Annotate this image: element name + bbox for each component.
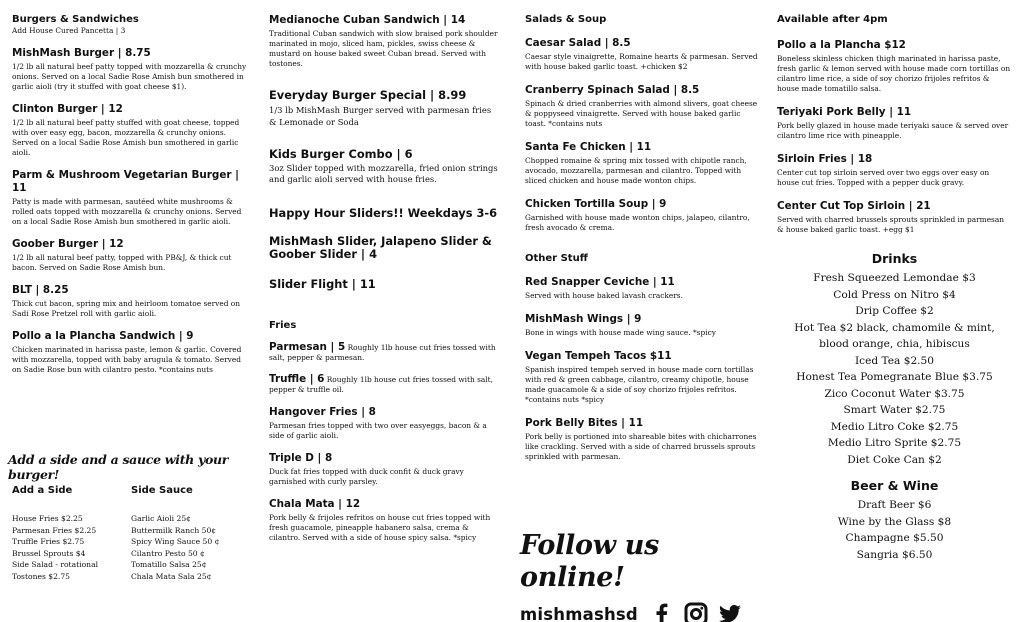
wine-item: Champagne $5.50 (845, 532, 944, 544)
side-item: House Fries $2.25 (12, 514, 83, 523)
drinks-title: Drinks (871, 251, 918, 266)
drink-item: Zico Coconut Water $3.75 (824, 387, 965, 400)
menu-item (525, 141, 761, 186)
item-desc: Parmesan fries topped with two over easyeggs, bacon & a side of garlic aioli. (269, 421, 487, 440)
drink-item: Medio Litro Coke $2.75 (830, 420, 959, 433)
social-links (520, 602, 760, 622)
item-desc: Chopped romaine & spring mix tossed with chipotle ranch, avocado, mozzarella, parmesan and cilantro. Topped with sliced chicken and house made wonton chips. (525, 156, 747, 185)
menu-item (525, 417, 761, 462)
side-item: Brussel Sprouts $4 (12, 548, 86, 558)
drink-item: Honest Tea Pomegranate Blue $3.75 (796, 371, 993, 383)
wine-item: Draft Beer $6 (857, 499, 932, 511)
section-title-burgers: Burgers & Sandwiches (12, 14, 139, 25)
menu-item (269, 89, 501, 128)
item-name: Clinton Burger | 12 (12, 102, 123, 115)
drink-item: Drip Coffee $2 (855, 305, 934, 317)
item-desc: Traditional Cuban sandwich with slow braised pork shoulder marinated in mojo, sliced ham, pickles, swiss cheese & mustard on house baked sweet Cuban bread. Served with tostones. (269, 29, 498, 68)
menu-item (12, 103, 250, 158)
twitter-icon[interactable] (718, 602, 742, 622)
item-name: Chicken Tortilla Soup | 9 (525, 198, 667, 210)
menu-item (269, 406, 501, 441)
item-desc: Thick cut bacon, spring mix and heirloom tomatoe served on Sadi Rose Pretzel roll with garlic aioli. (12, 298, 240, 318)
drink-item: Smart Water $2.75 (843, 404, 946, 416)
drink-item: blood orange, chia, hibiscus (819, 338, 970, 350)
item-desc: Spinach & dried cranberries with almond slivers, goat cheese & poppyseed vinaigrette. Served with house baked garlic toast. *contains nuts (525, 99, 758, 128)
beer-wine-title: Beer & Wine (850, 478, 939, 493)
menu-item (525, 84, 761, 129)
item-name: Center Cut Top Sirloin | 21 (777, 200, 931, 212)
drink-item: Diet Coke Can $2 (847, 453, 942, 466)
item-desc: Roughly 1lb house cut fries tossed with salt, pepper & truffle oil. (269, 375, 493, 394)
item-desc: Pork belly is portioned into shareable bites with chicharrones like crackling. Served with a side of charred brussels sprouts sprinkled with parmesan. (525, 432, 757, 461)
menu-item (777, 106, 1012, 141)
menu-item (269, 148, 501, 185)
drink-item: Cold Press on Nitro $4 (833, 288, 956, 301)
sauces-list (131, 485, 250, 583)
specials-column (269, 14, 501, 543)
item-name: Caesar Salad | 8.5 (525, 37, 631, 49)
side-item: Truffle Fries $2.75 (12, 537, 85, 547)
item-name: Pollo a la Plancha $12 (777, 39, 906, 51)
menu-item (12, 238, 250, 273)
menu-item (12, 169, 250, 227)
sides-and-sauces (12, 485, 250, 583)
sauce-item: Garlic Aioli 25¢ (131, 514, 191, 523)
item-desc: Served with house baked lavash crackers. (525, 291, 683, 300)
item-desc: Roughly 1lb house cut fries tossed with salt, pepper & parmesan. (269, 343, 496, 362)
menu-item (525, 276, 761, 301)
item-desc: Pork belly glazed in house made teriyaki sauce & served over cilantro lime rice with pineapple. (777, 121, 1009, 140)
item-name: Cranberry Spinach Salad | 8.5 (525, 84, 700, 96)
sauce-item: Cilantro Pesto 50 ¢ (131, 548, 205, 558)
sauce-item: Chala Mata Sala 25¢ (131, 571, 212, 581)
item-name: Triple D | 8 (269, 452, 333, 464)
section-title-fries: Fries (269, 320, 297, 331)
facebook-icon[interactable] (650, 602, 674, 622)
item-name: Vegan Tempeh Tacos $11 (525, 350, 672, 362)
menu-item (12, 330, 250, 375)
side-item: Tostones $2.75 (12, 571, 71, 581)
item-name: Truffle | 6 (269, 373, 325, 385)
menu-item (269, 452, 501, 487)
menu-item (269, 374, 501, 395)
item-desc: Garnished with house made wonton chips, jalapeo, cilantro, fresh avocado & crema. (525, 213, 750, 232)
section-note: Add House Cured Pancetta | 3 (12, 26, 126, 35)
menu-item (525, 198, 761, 233)
item-desc: Center cut top sirloin served over two eggs over easy on house cut fries. Topped with a pepper duck gravy. (777, 168, 990, 187)
item-name: Sirloin Fries | 18 (777, 153, 873, 165)
sauce-item: Buttermilk Ranch 50¢ (131, 525, 217, 535)
menu-item (525, 313, 761, 338)
wine-item: Wine by the Glass $8 (837, 515, 952, 528)
item-name: Hangover Fries | 8 (269, 406, 376, 418)
drinks-section (777, 251, 1012, 563)
wine-item: Sangria $6.50 (856, 548, 933, 561)
item-name: Medianoche Cuban Sandwich | 14 (269, 14, 466, 26)
item-desc: 1/2 lb all natural beef patty, topped with PB&J, & thick cut bacon. Served on Sadie Rose Amish bun. (12, 252, 232, 272)
item-desc: Duck fat fries topped with duck confit & duck gravy garnished with curly parsley. (269, 467, 464, 486)
menu-item (777, 39, 1012, 94)
item-name: MishMash Burger | 8.75 (12, 46, 151, 59)
sides-banner: Add a side and a sauce with your burger! (8, 452, 229, 482)
item-name: Everyday Burger Special | 8.99 (269, 88, 467, 102)
item-name: Kids Burger Combo | 6 (269, 147, 413, 161)
menu-item (777, 153, 1012, 188)
item-desc: Boneless skinless chicken thigh marinated in harissa paste, fresh garlic & lemon served with house made corn tortillas on cilantro lime rice, a side of soy chorizo frijoles refritos & house made tomatillo salsa. (777, 54, 1011, 93)
item-desc: Pork belly & frijoles refritos on house cut fries topped with fresh guacamole, pineapple habanero salsa, crema & cilantro. Served with a side of house spicy salsa. *spicy (269, 513, 491, 542)
side-item: Side Salad - rotational (12, 560, 99, 570)
item-desc: Served with charred brussels sprouts sprinkled in parmesan & house baked garlic toast. +egg $1 (777, 215, 1005, 234)
instagram-icon[interactable] (684, 602, 708, 622)
item-desc: Chicken marinated in harissa paste, lemon & garlic. Covered with mozzarella, topped with baby arugula & tomato. Served on Sadie Rose bun with cilantro pesto. *contains nuts (12, 344, 242, 374)
burgers-column (12, 14, 250, 375)
side-item: Parmesan Fries $2.25 (12, 525, 97, 535)
sauces-title: Side Sauce (131, 485, 193, 496)
drink-item: Hot Tea $2 black, chamomile & mint, (794, 321, 995, 334)
item-name: Chala Mata | 12 (269, 498, 361, 510)
item-desc: Bone in wings with house made wing sauce. *spicy (525, 328, 716, 337)
sauce-item: Spicy Wing Sauce 50 ¢ (131, 537, 220, 547)
after-4pm-column (777, 14, 1012, 563)
section-title-other: Other Stuff (525, 253, 588, 264)
follow-us-block (520, 530, 760, 622)
item-name: Teriyaki Pork Belly | 11 (777, 106, 912, 118)
drink-item: Iced Tea $2.50 (854, 354, 935, 367)
item-desc: Caesar style vinaigrette, Romaine hearts & parmesan. Served with house baked garlic toast. +chicken $2 (525, 52, 758, 71)
item-name: Red Snapper Ceviche | 11 (525, 276, 675, 288)
item-name: BLT | 8.25 (12, 283, 69, 296)
item-name: MishMash Wings | 9 (525, 313, 642, 325)
sliders-heading: MishMash Slider, Jalapeno Slider & Goober Slider | 4 (269, 234, 492, 261)
item-desc: 3oz Slider topped with mozzarella, fried onion strings and garlic aioli served with house fries. (269, 163, 498, 184)
menu-item (525, 37, 761, 72)
menu-item (12, 47, 250, 92)
item-desc: Patty is made with parmesan, sautéed white mushrooms & rolled oats topped with mozzarella & crunchy onions. Served on a local Sadie Rose Amish bun smothered in garlic aioli. (12, 196, 242, 226)
item-line (269, 342, 501, 363)
item-desc: Spanish inspired tempeh served in house made corn tortillas with red & green cabbage, cilantro, creamy chipotle, house made guacamole & a side of soy chorizo frijoles refritos. *contains nuts *spicy (525, 365, 754, 404)
social-handle[interactable]: mishmashsd (520, 604, 638, 622)
item-desc: 1/2 lb all natural beef patty topped with mozzarella & crunchy onions. Served on a local Sadie Rose Amish bun smothered in garlic aioli (try it stuffed with goat cheese $1). (12, 61, 247, 91)
menu-item (777, 200, 1012, 235)
item-name: Goober Burger | 12 (12, 237, 124, 250)
menu-item (269, 498, 501, 543)
item-name: Pork Belly Bites | 11 (525, 417, 644, 429)
item-desc: 1/3 lb MishMash Burger served with parmesan fries & Lemonade or Soda (269, 105, 492, 127)
slider-flight-heading: Slider Flight | 11 (269, 277, 376, 291)
item-name: Parmesan | 5 (269, 341, 346, 353)
item-name: Parm & Mushroom Vegetarian Burger | 11 (12, 168, 239, 194)
follow-us-heading: Follow us online! (520, 530, 659, 593)
menu-item (269, 14, 501, 69)
salads-column (525, 14, 761, 462)
drink-item: Fresh Squeezed Lemondae $3 (813, 272, 976, 284)
happy-hour-heading: Happy Hour Sliders!! Weekdays 3-6 (269, 206, 498, 220)
sauce-item: Tomatillo Salsa 25¢ (131, 560, 207, 570)
sides-title: Add a Side (12, 485, 73, 496)
menu-item (12, 284, 250, 319)
menu-item (269, 342, 501, 363)
menu-item (525, 350, 761, 405)
sides-list (12, 485, 131, 583)
item-line (269, 374, 501, 395)
item-name: Pollo a la Plancha Sandwich | 9 (12, 329, 194, 342)
drink-item: Medio Litro Sprite $2.75 (827, 437, 962, 449)
item-desc: 1/2 lb all natural beef patty stuffed with goat cheese, topped with over easy egg, bacon, mozzarella & crunchy onions. Served on a local Sadie Rose Amish bun smothered in garlic aioli. (12, 117, 240, 157)
section-title-salads: Salads & Soup (525, 14, 607, 25)
section-title-after-4pm: Available after 4pm (777, 14, 888, 25)
item-name: Santa Fe Chicken | 11 (525, 141, 652, 153)
beer-wine-section (777, 478, 1012, 563)
